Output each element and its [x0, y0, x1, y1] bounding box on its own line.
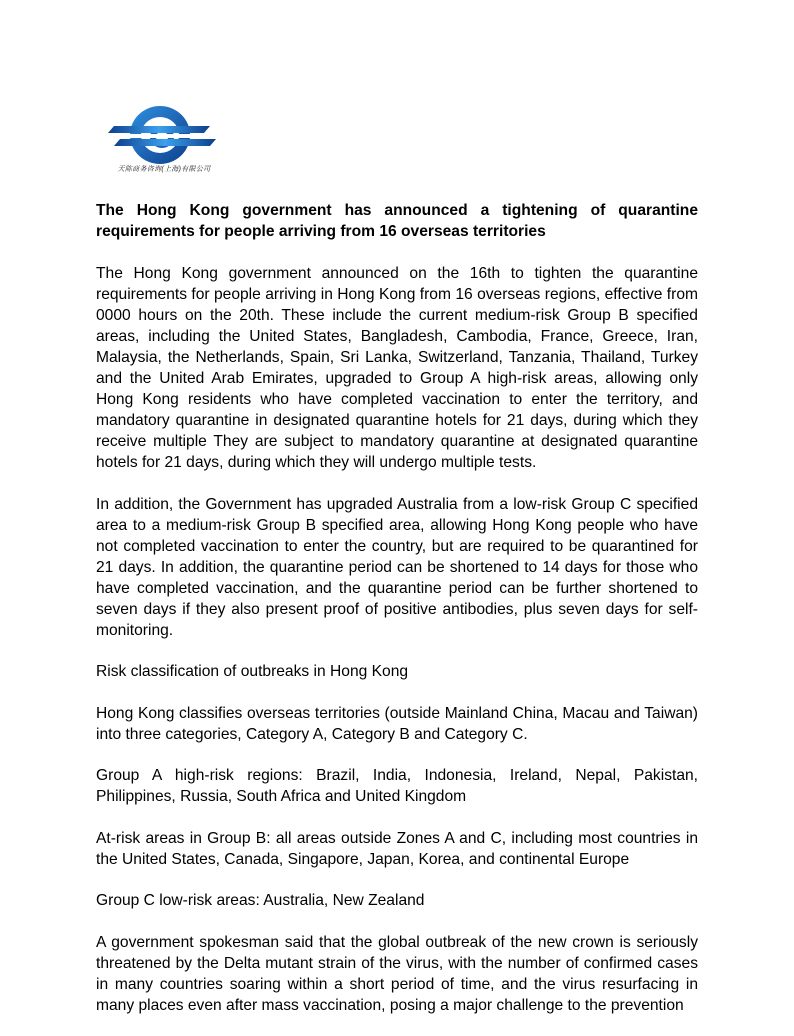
- logo-emblem-icon: [106, 102, 222, 166]
- paragraph: At-risk areas in Group B: all areas outside Zones A and C, including most countries in the United States, Canada, Singapore, Japan, Korea, and continental Europe: [96, 829, 698, 868]
- paragraph: A government spokesman said that the global outbreak of the new crown is seriously threatened by the Delta mutant strain of the virus, with the number of confirmed cases in many countries soaring within a short period of time, and the virus resurfacing in many places even after mass vaccination, posing a major challenge to the prevention: [96, 933, 698, 1014]
- paragraph: Hong Kong classifies overseas territories (outside Mainland China, Macau and Taiwan) into three categories, Category A, Category B and Category C.: [96, 704, 698, 743]
- document-title: The Hong Kong government has announced a tightening of quarantine requirements for people arriving from 16 overseas territories: [96, 202, 698, 240]
- paragraph: Group A high-risk regions: Brazil, India, Indonesia, Ireland, Nepal, Pakistan, Philippines, Russia, South Africa and United Kingdom: [96, 767, 698, 805]
- section-heading: Risk classification of outbreaks in Hong Kong: [96, 663, 409, 680]
- logo-caption: 天陈商务咨询(上海)有限公司: [117, 166, 211, 173]
- document-body: [96, 200, 698, 1036]
- paragraph: The Hong Kong government announced on the 16th to tighten the quarantine requirements for people arriving in Hong Kong from 16 overseas regions, effective from 0000 hours on the 20th. These include the current medium-risk Group B specified areas, including the United States, Bangladesh, Cambodia, France, Greece, Iran, Malaysia, the Netherlands, Spain, Sri Lanka, Switzerland, Tanzania, Thailand, Turkey and the United Arab Emirates, upgraded to Group A high-risk areas, allowing only Hong Kong residents who have completed vaccination to enter the territory, and mandatory quarantine in designated quarantine hotels for 21 days, during which they receive multiple They are subject to mandatory quarantine at designated quarantine hotels for 21 days, during which they will undergo multiple tests.: [96, 265, 698, 471]
- company-logo: [106, 102, 222, 178]
- paragraph: Group C low-risk areas: Australia, New Zealand: [96, 892, 425, 909]
- paragraph: In addition, the Government has upgraded Australia from a low-risk Group C specified area to a medium-risk Group B specified area, allowing Hong Kong people who have not completed vaccination to enter the country, but are required to be quarantined for 21 days. In addition, the quarantine period can be shortened to 14 days for those who have completed vaccination, and the quarantine period can be further shortened to seven days if they also present proof of positive antibodies, plus seven days for self-monitoring.: [96, 495, 698, 639]
